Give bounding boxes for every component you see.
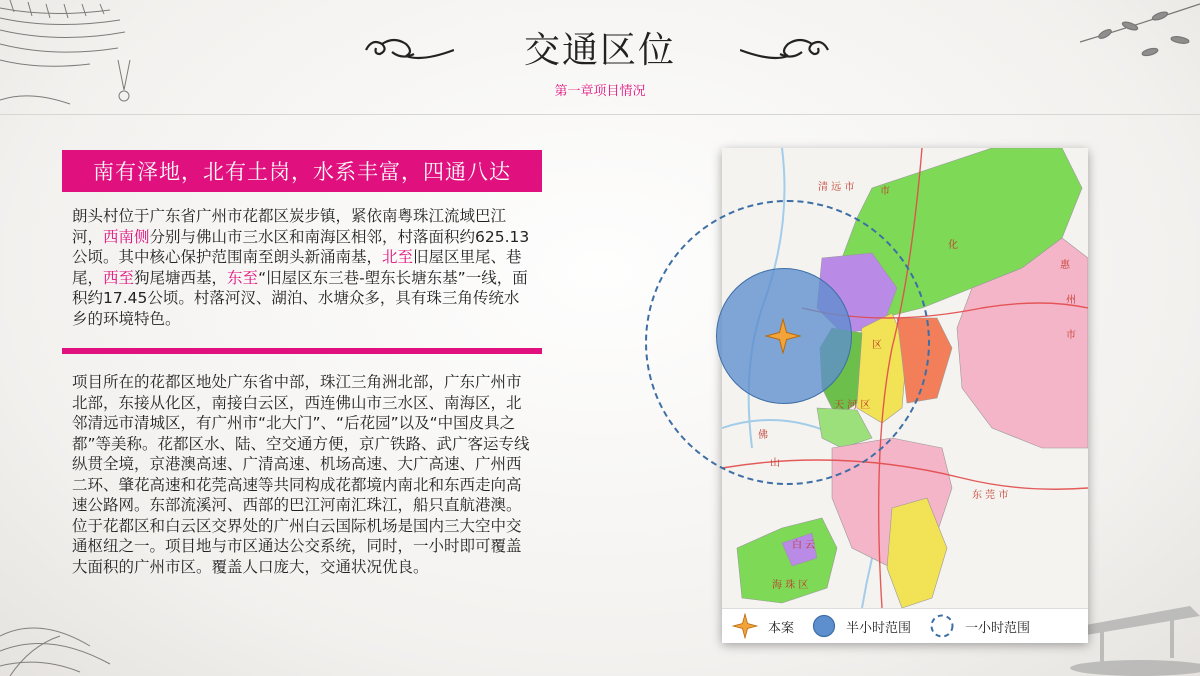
map-legend — [722, 608, 1088, 643]
map-label-qingyuan: 清 远 市 — [818, 182, 855, 193]
project-star-icon — [765, 318, 801, 354]
header-divider — [0, 114, 1200, 115]
legend-half-hour-label: 半小时范围 — [846, 620, 912, 636]
map-label-qu: 区 — [872, 340, 882, 351]
para1-text-1: 朗头村位于广东省广州市花都区炭步镇，紧依南粤珠江流域巴江河， — [72, 207, 507, 246]
map-label-tianhe: 天 河 区 — [834, 400, 871, 411]
filled-circle-icon — [812, 614, 836, 638]
highlight-west: 西至 — [103, 268, 135, 287]
para1-text-4: 狗尾塘西基， — [134, 268, 228, 287]
highlight-east: 东至 — [227, 268, 259, 287]
map-label-city-e: 市 — [880, 186, 890, 197]
section-divider — [62, 348, 542, 354]
para1-text-5: “旧屋区东三巷-塱东长塘东基”一线，面积约17.45公顷。村落河汊、湖泊、水塘众多，具有珠三角传统水乡的环境特色。 — [72, 268, 528, 328]
map-label-hui: 惠 — [1060, 260, 1070, 271]
banner-text: 南有泽地，北有土岗，水系丰富，四通八达 — [93, 160, 511, 184]
section-banner — [62, 150, 542, 192]
location-paragraph — [72, 206, 534, 329]
map-label-shan: 山 — [770, 458, 780, 469]
traffic-paragraph: 项目所在的花都区地处广东省中部，珠江三角洲北部，广东广州市北部，东接从化区，南接白云区，西连佛山市三水区、南海区，北邻清远市清城区，有广州市“北大门”、“后花园”以及“中国皮具之都”等美称。花都区水、陆、空交通方便，京广铁路、武广客运专线纵贯全境，京港澳高速、广清高速、机场高速、大广高速、广州西二环、肇花高速和花莞高速等共同构成花都境内南北和东西走向高速公路网。东部流溪河、西部的巴江河南汇珠江，船只直航港澳。位于花都区和白云区交界处的广州白云国际机场是国内三大空中交通枢纽之一。项目地与市区通达公交系统，同时，一小时即可覆盖大面积的广州市区。覆盖人口庞大，交通状况优良。 — [72, 373, 530, 576]
highlight-southwest: 西南侧 — [103, 227, 150, 246]
map-label-shi: 市 — [1066, 330, 1076, 341]
para1-text-2: 分别与佛山市三水区和南海区相邻，村落面积约625.13公顷。其中核心保护范围南至朗头新涌南基， — [72, 227, 530, 266]
legend-one-hour-label: 一小时范围 — [965, 620, 1031, 636]
legend-project — [732, 613, 802, 639]
map-label-dongguan: 东 莞 市 — [972, 490, 1009, 501]
page-title: 交通区位 — [523, 30, 676, 71]
highlight-north: 北至 — [382, 248, 414, 266]
grass-decoration — [0, 576, 140, 676]
dashed-circle-icon — [929, 613, 955, 639]
map-label-fo: 佛 — [758, 430, 768, 441]
legend-one-hour — [929, 613, 1038, 639]
map-label-zhou: 州 — [1066, 295, 1076, 306]
map-label-hua: 化 — [948, 240, 958, 251]
legend-project-label: 本案 — [768, 620, 795, 636]
map-label-haizhu: 海 珠 区 — [772, 580, 809, 591]
star-icon — [732, 613, 758, 639]
legend-half-hour — [812, 614, 919, 638]
page-subtitle: 第一章项目情况 — [554, 84, 646, 99]
para1-text-3: 旧屋区里尾、巷尾， — [72, 248, 522, 287]
map-label-baiyun: 白 云 — [792, 540, 816, 551]
